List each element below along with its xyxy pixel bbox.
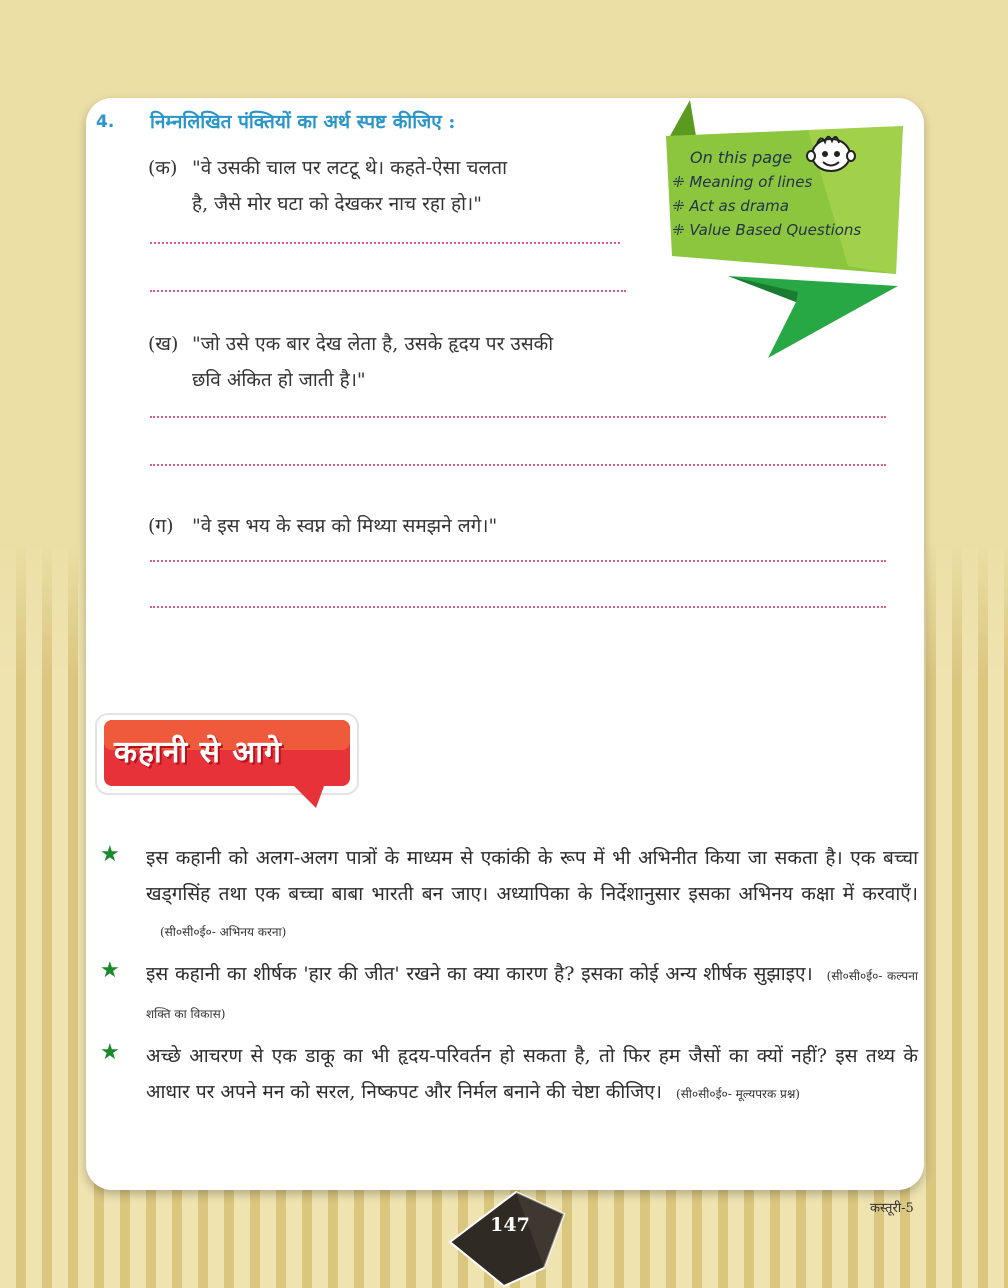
item-line-1: "वे उसकी चाल पर लटटू थे। कहते-ऐसा चलता: [192, 157, 508, 179]
answer-line[interactable]: [150, 606, 886, 608]
item-mark: (ख): [148, 333, 179, 355]
cce-note: (सी०सी०ई०- अभिनय करना): [160, 925, 287, 939]
item-line-2: है, जैसे मोर घटा को देखकर नाच रहा हो।": [192, 193, 482, 215]
question-title: निम्नलिखित पंक्तियों का अर्थ स्पष्ट कीजिए :: [150, 111, 456, 133]
page-number-badge: [446, 1188, 570, 1288]
activity-paragraph: इस कहानी का शीर्षक 'हार की जीत' रखने का क्या कारण है? इसका कोई अन्य शीर्षक सुझाइए। (सी०सी०ई०- कल्पना शक्ति का विकास): [146, 963, 918, 1021]
banner-point: ⁜ Meaning of lines: [672, 173, 813, 191]
banner-bullet-icon: ⁜: [672, 173, 685, 191]
book-label: कस्तूरी-5: [870, 1201, 914, 1216]
star-bullet-icon: ★: [100, 958, 120, 983]
item-line-1: "वे इस भय के स्वप्न को मिथ्या समझने लगे।": [192, 515, 498, 537]
banner-bullet-icon: ⁜: [672, 197, 685, 215]
item-line-2: छवि अंकित हो जाती है।": [192, 369, 366, 391]
star-bullet-icon: ★: [100, 1040, 120, 1065]
page-number: 147: [490, 1214, 530, 1236]
item-mark: (ग): [148, 515, 174, 537]
banner-title: On this page: [690, 148, 793, 167]
item-mark: (क): [148, 157, 178, 179]
answer-line[interactable]: [150, 290, 626, 292]
section-heading: कहानी से आगे: [114, 735, 282, 770]
star-bullet-icon: ★: [100, 842, 120, 867]
answer-line[interactable]: [150, 242, 620, 244]
banner-point: ⁜ Act as drama: [672, 197, 789, 215]
item-line-1: "जो उसे एक बार देख लेता है, उसके हृदय पर उसकी: [192, 333, 554, 355]
activity-paragraph: इस कहानी को अलग-अलग पात्रों के माध्यम से एकांकी के रूप में भी अभिनीत किया जा सकता है। एक बच्चा खड्गसिंह तथा एक बच्चा बाबा भारती बन जाए। अध्यापिका के निर्देशानुसार इसका अभिनय कक्षा में करवाएँ।(सी०सी०ई०- अभिनय करना): [146, 847, 918, 939]
activity-paragraph: अच्छे आचरण से एक डाकू का भी हृदय-परिवर्तन हो सकता है, तो फिर हम जैसों का क्यों नहीं? इस तथ्य के आधार पर अपने मन को सरल, निष्कपट और निर्मल बनाने की चेष्टा कीजिए। (सी०सी०ई०- मूल्यपरक प्रश्न): [146, 1045, 918, 1103]
cce-note: (सी०सी०ई०- कल्पना शक्ति का विकास): [146, 969, 918, 1021]
question-item-ga: [148, 508, 497, 544]
answer-line[interactable]: [150, 560, 886, 562]
question-item-ka: [148, 150, 507, 222]
banner-bullet-icon: ⁜: [672, 221, 685, 239]
question-item-kha: [148, 326, 553, 398]
answer-line[interactable]: [150, 464, 886, 466]
banner-point: ⁜ Value Based Questions: [672, 221, 862, 239]
banner-text: [672, 146, 861, 242]
cce-note: (सी०सी०ई०- मूल्यपरक प्रश्न): [676, 1087, 800, 1101]
question-number: 4.: [96, 112, 115, 132]
answer-line[interactable]: [150, 416, 886, 418]
